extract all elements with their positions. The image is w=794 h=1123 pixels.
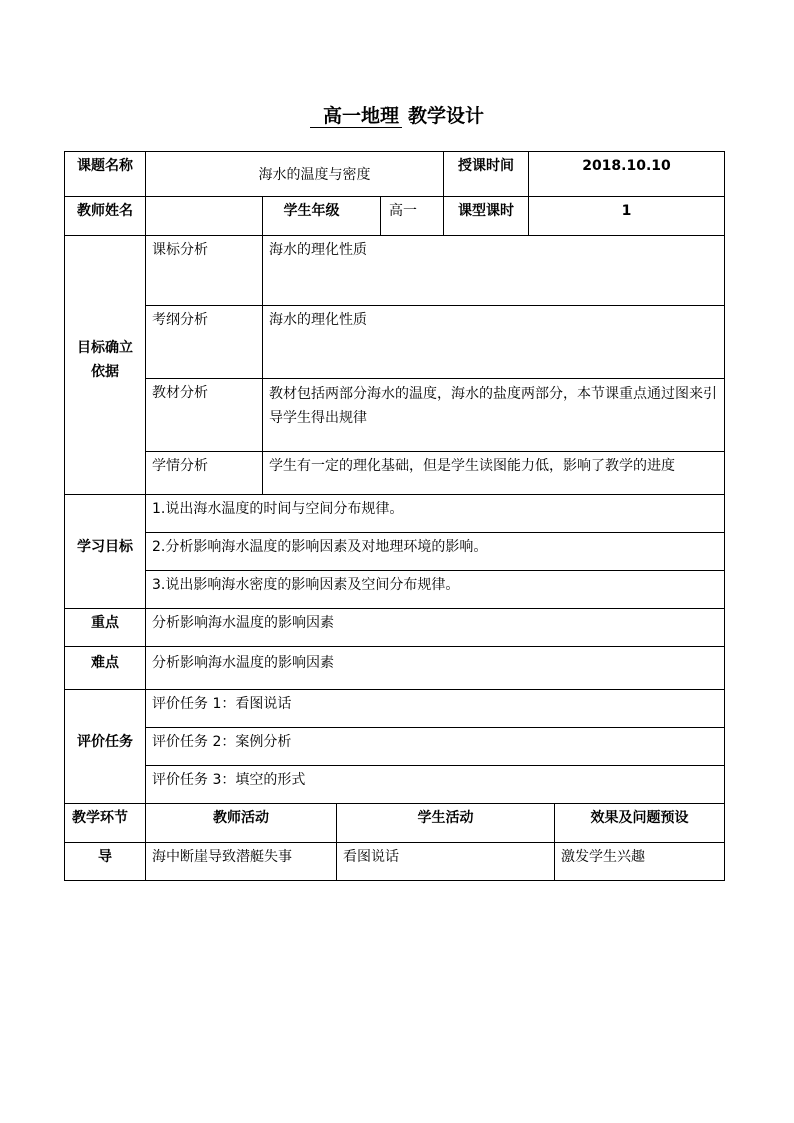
objective-item: 2.分析影响海水温度的影响因素及对地理环境的影响。	[145, 532, 725, 571]
date-label: 授课时间	[443, 151, 529, 197]
process-row-student: 看图说话	[336, 842, 555, 881]
title-doc-type: 教学设计	[408, 105, 485, 127]
process-row-stage: 导	[64, 842, 146, 881]
evaluation-label: 评价任务	[64, 689, 146, 804]
objective-item: 1.说出海水温度的时间与空间分布规律。	[145, 494, 725, 533]
basis-item-content: 教材包括两部分海水的温度，海水的盐度两部分，本节课重点通过图来引导学生得出规律	[262, 378, 725, 452]
process-header-effect: 效果及问题预设	[554, 803, 725, 843]
process-header-student: 学生活动	[336, 803, 555, 843]
basis-label: 目标确立依据	[77, 340, 133, 380]
process-header-teacher: 教师活动	[145, 803, 337, 843]
evaluation-item: 评价任务 1：看图说话	[145, 689, 725, 728]
teacher-value	[145, 196, 263, 236]
basis-item-content: 海水的理化性质	[262, 235, 725, 306]
evaluation-item: 评价任务 2：案例分析	[145, 727, 725, 766]
difficulty-label: 难点	[64, 646, 146, 690]
basis-label-cell	[64, 235, 146, 495]
period-label: 课型课时	[443, 196, 529, 236]
title-subject: 高一地理	[310, 105, 402, 128]
grade-value: 高一	[380, 196, 444, 236]
objectives-label: 学习目标	[64, 494, 146, 609]
document-title	[0, 104, 794, 132]
basis-item-content: 海水的理化性质	[262, 305, 725, 379]
process-header-stage: 教学环节	[64, 803, 146, 843]
basis-item-content: 学生有一定的理化基础，但是学生读图能力低，影响了教学的进度	[262, 451, 725, 495]
basis-item-label: 考纲分析	[145, 305, 263, 379]
topic-value: 海水的温度与密度	[145, 151, 444, 197]
date-value: 2018.10.10	[528, 151, 725, 197]
evaluation-item: 评价任务 3：填空的形式	[145, 765, 725, 804]
basis-item-label: 教材分析	[145, 378, 263, 452]
objective-item: 3.说出影响海水密度的影响因素及空间分布规律。	[145, 570, 725, 609]
grade-label: 学生年级	[262, 196, 381, 236]
key-point-label: 重点	[64, 608, 146, 647]
period-value: 1	[528, 196, 725, 236]
basis-item-label: 课标分析	[145, 235, 263, 306]
basis-item-label: 学情分析	[145, 451, 263, 495]
key-point-content: 分析影响海水温度的影响因素	[145, 608, 725, 647]
topic-label: 课题名称	[64, 151, 146, 197]
difficulty-content: 分析影响海水温度的影响因素	[145, 646, 725, 690]
process-row-teacher: 海中断崖导致潜艇失事	[145, 842, 337, 881]
process-row-effect: 激发学生兴趣	[554, 842, 725, 881]
teacher-label: 教师姓名	[64, 196, 146, 236]
